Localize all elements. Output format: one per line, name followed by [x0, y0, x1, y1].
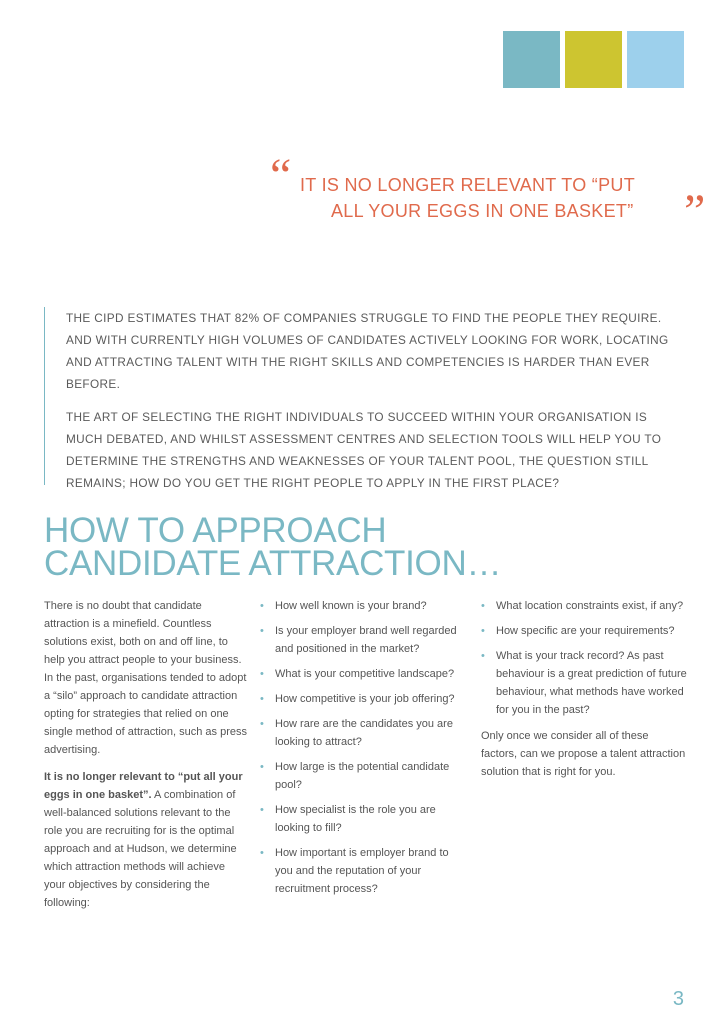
decor-square-teal	[503, 31, 560, 88]
bullet-icon: •	[260, 693, 264, 705]
decor-square-olive	[565, 31, 622, 88]
column-1	[44, 597, 249, 921]
bullet-icon: •	[260, 668, 264, 680]
bullet-icon: •	[260, 718, 264, 730]
open-quote-mark: “	[270, 149, 292, 202]
section-heading-line-2: CANDIDATE ATTRACTION…	[44, 544, 502, 583]
bullet-icon: •	[260, 847, 264, 859]
intro-rule	[44, 307, 45, 485]
pull-quote-line-1: IT IS NO LONGER RELEVANT TO “PUT	[300, 175, 636, 195]
bullet-icon: •	[260, 761, 264, 773]
section-heading	[44, 511, 644, 583]
list-item: • What is your competitive landscape?	[258, 665, 468, 683]
intro-paragraph-2: THE ART OF SELECTING THE RIGHT INDIVIDUALS TO SUCCEED WITHIN YOUR ORGANISATION IS MUCH DEBATED, AND WHILST ASSESSMENT CENTRES AND SELECTION TOOLS WILL HELP YOU TO DETERMINE THE STRENGTHS AND WEAKNESSES OF YOUR TALENT POOL, THE QUESTION STILL REMAINS; HOW DO YOU GET THE RIGHT PEOPLE TO APPLY IN THE FIRST PLACE?	[66, 410, 662, 490]
list-item: • How specific are your requirements?	[479, 622, 687, 640]
bullet-icon: •	[481, 650, 485, 662]
bullet-icon: •	[481, 625, 485, 637]
page-number: 3	[672, 988, 684, 1010]
bullet-icon: •	[260, 600, 264, 612]
list-item: • How specialist is the role you are looking to fill?	[258, 801, 468, 837]
decor-square-sky	[627, 31, 684, 88]
list-item: • How large is the potential candidate pool?	[258, 758, 468, 794]
col1-paragraph-1: There is no doubt that candidate attraction is a minefield. Countless solutions exist, both on and off line, to help you attract people to your business. In the past, organisations tended to adopt a “silo” approach to candidate attraction opting for strategies that relied on one single method of attraction, such as press advertising.	[44, 600, 247, 756]
bullet-icon: •	[260, 625, 264, 637]
intro-text	[66, 307, 681, 505]
col2-bullet-list	[258, 597, 468, 898]
list-item: • What location constraints exist, if any?	[479, 597, 687, 615]
col1-bold-lead: It is no longer relevant to “put all your eggs in one basket”.	[44, 771, 243, 801]
section-heading-line-1: HOW TO APPROACH	[44, 511, 387, 550]
bullet-icon: •	[481, 600, 485, 612]
list-item: • What is your track record? As past behaviour is a great prediction of future behaviour, what methods have worked for you in the past?	[479, 647, 687, 719]
bullet-icon: •	[260, 804, 264, 816]
col1-paragraph-2-rest: A combination of well-balanced solutions relevant to the role you are recruiting for is the optimal approach and at Hudson, we determine which attraction methods will achieve your objectives by considering the following:	[44, 789, 237, 909]
column-3	[479, 597, 687, 790]
col1-paragraph-2	[44, 768, 249, 912]
column-2	[258, 597, 468, 905]
list-item: • How competitive is your job offering?	[258, 690, 468, 708]
col3-bullet-list	[479, 597, 687, 719]
col3-closing-paragraph: Only once we consider all of these factors, can we propose a talent attraction solution that is right for you.	[481, 730, 686, 778]
list-item: • Is your employer brand well regarded and positioned in the market?	[258, 622, 468, 658]
list-item: • How rare are the candidates you are looking to attract?	[258, 715, 468, 751]
intro-paragraph-1: THE CIPD ESTIMATES THAT 82% OF COMPANIES STRUGGLE TO FIND THE PEOPLE THEY REQUIRE. AND WITH CURRENTLY HIGH VOLUMES OF CANDIDATES ACTIVELY LOOKING FOR WORK, LOCATING AND ATTRACTING TALENT WITH THE RIGHT SKILLS AND COMPETENCIES IS HARDER THAN EVER BEFORE.	[66, 311, 669, 391]
list-item: • How well known is your brand?	[258, 597, 468, 615]
pull-quote	[270, 172, 690, 224]
close-quote-mark: ”	[684, 185, 706, 238]
list-item: • How important is employer brand to you and the reputation of your recruitment process?	[258, 844, 468, 898]
pull-quote-line-2: ALL YOUR EGGS IN ONE BASKET”	[331, 201, 634, 221]
